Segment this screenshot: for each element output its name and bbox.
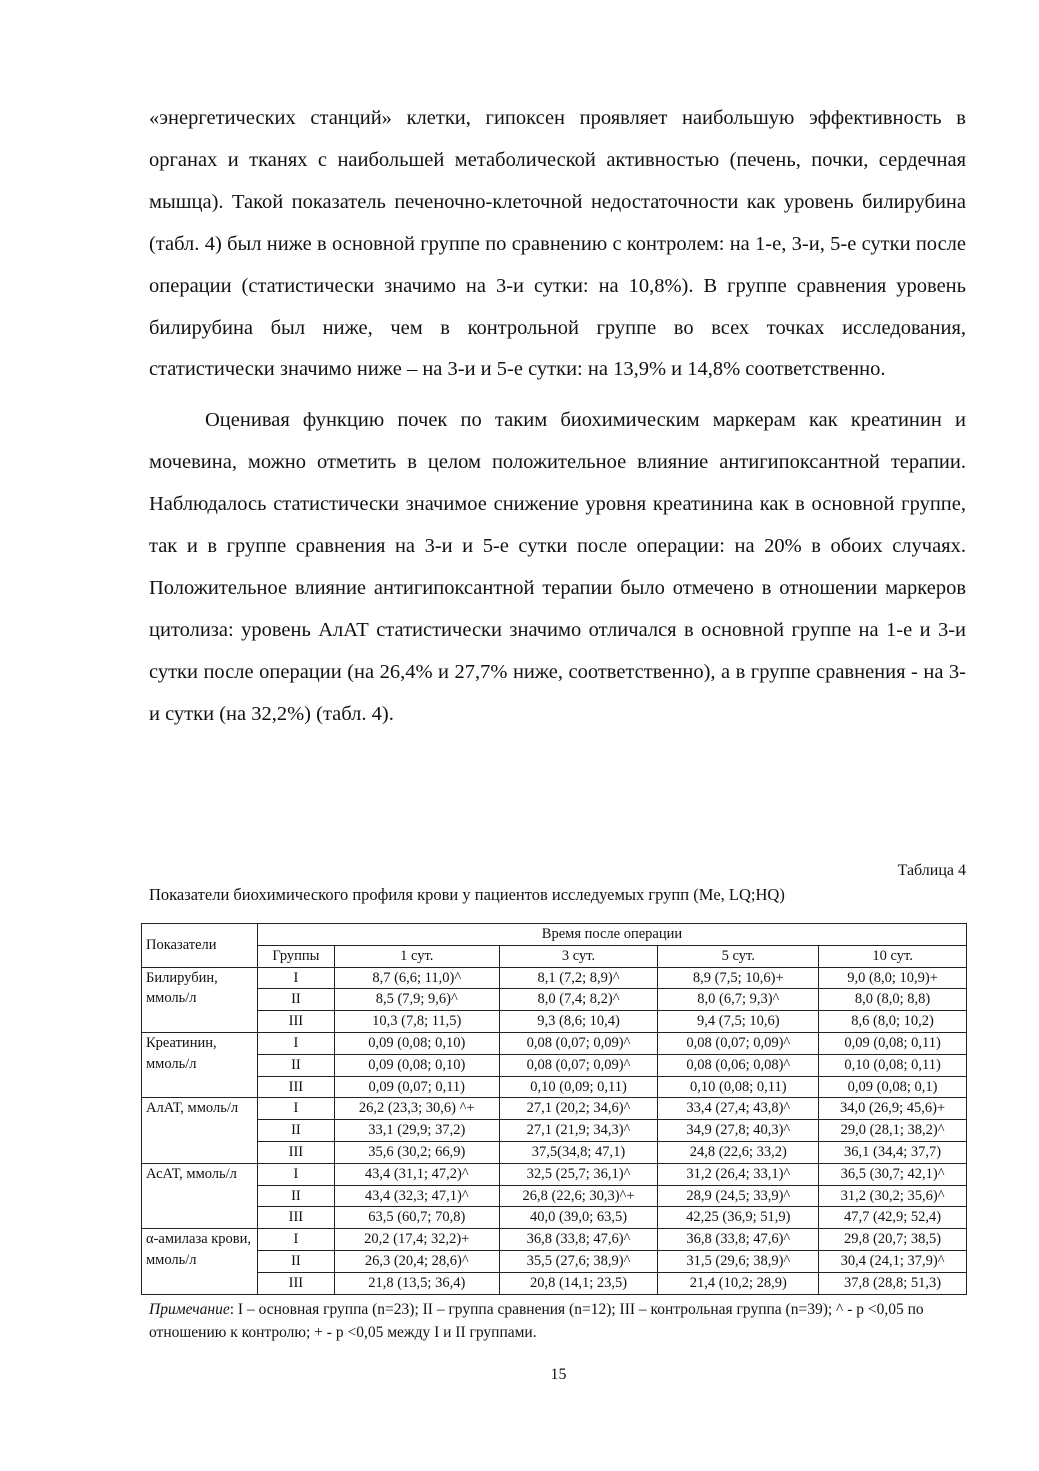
value-cell: 8,0 (7,4; 8,2)^ (499, 989, 658, 1011)
value-cell: 21,8 (13,5; 36,4) (334, 1272, 499, 1294)
value-cell: 0,10 (0,09; 0,11) (499, 1076, 658, 1098)
table-row (142, 1141, 967, 1163)
value-cell: 8,1 (7,2; 8,9)^ (499, 967, 658, 989)
group-cell: II (257, 1185, 334, 1207)
group-cell: III (257, 1141, 334, 1163)
table-row (142, 1272, 967, 1294)
value-cell: 31,2 (26,4; 33,1)^ (658, 1163, 819, 1185)
value-cell: 29,0 (28,1; 38,2)^ (819, 1120, 967, 1142)
table-row (142, 1032, 967, 1054)
value-cell: 27,1 (21,9; 34,3)^ (499, 1120, 658, 1142)
group-cell: II (257, 1250, 334, 1272)
header-time: Время после операции (257, 924, 966, 946)
value-cell: 35,6 (30,2; 66,9) (334, 1141, 499, 1163)
header-indicators: Показатели (142, 924, 258, 968)
value-cell: 8,0 (6,7; 9,3)^ (658, 989, 819, 1011)
header-day-3: 3 сут. (499, 945, 658, 967)
table-row (142, 1098, 967, 1120)
value-cell: 31,5 (29,6; 38,9)^ (658, 1250, 819, 1272)
table-row (142, 1011, 967, 1033)
biochem-table (141, 923, 967, 1295)
value-cell: 63,5 (60,7; 70,8) (334, 1207, 499, 1229)
value-cell: 40,0 (39,0; 63,5) (499, 1207, 658, 1229)
indicator-name: α-амилаза крови, ммоль/л (142, 1229, 258, 1294)
value-cell: 20,2 (17,4; 32,2)+ (334, 1229, 499, 1251)
table-row (142, 1120, 967, 1142)
paragraph-1: «энергетических станций» клетки, гипоксен проявляет наибольшую эффективность в органах и тканях с наибольшей метаболической активностью (печень, почки, сердечная мышца). Такой показатель печеночно-клеточной недостаточности как уровень билирубина (табл. 4) был ниже в основной группе по сравнению с контролем: на 1-е, 3-и, 5-е сутки после операции (статистически значимо на 3-и сутки: на 10,8%). В группе сравнения уровень билирубина был ниже, чем в контрольной группе во всех точках исследования, статистически значимо ниже – на 3-и и 5-е сутки: на 13,9% и 14,8% соответственно. (149, 107, 966, 381)
group-cell: III (257, 1011, 334, 1033)
table-header-row-2 (142, 945, 967, 967)
header-groups: Группы (257, 945, 334, 967)
value-cell: 8,7 (6,6; 11,0)^ (334, 967, 499, 989)
value-cell: 26,8 (22,6; 30,3)^+ (499, 1185, 658, 1207)
value-cell: 42,25 (36,9; 51,9) (658, 1207, 819, 1229)
value-cell: 43,4 (32,3; 47,1)^ (334, 1185, 499, 1207)
value-cell: 0,10 (0,08; 0,11) (819, 1054, 967, 1076)
value-cell: 31,2 (30,2; 35,6)^ (819, 1185, 967, 1207)
table-header-row-1 (142, 924, 967, 946)
value-cell: 8,5 (7,9; 9,6)^ (334, 989, 499, 1011)
value-cell: 0,08 (0,07; 0,09)^ (499, 1032, 658, 1054)
indicator-name: АсАТ, ммоль/л (142, 1163, 258, 1228)
group-cell: III (257, 1272, 334, 1294)
value-cell: 0,09 (0,07; 0,11) (334, 1076, 499, 1098)
table-row (142, 1163, 967, 1185)
value-cell: 21,4 (10,2; 28,9) (658, 1272, 819, 1294)
value-cell: 8,9 (7,5; 10,6)+ (658, 967, 819, 989)
header-day-10: 10 сут. (819, 945, 967, 967)
value-cell: 8,0 (8,0; 8,8) (819, 989, 967, 1011)
table-label: Таблица 4 (897, 862, 966, 879)
group-cell: I (257, 1229, 334, 1251)
indicator-name: АлАТ, ммоль/л (142, 1098, 258, 1163)
group-cell: I (257, 967, 334, 989)
value-cell: 0,09 (0,08; 0,10) (334, 1054, 499, 1076)
value-cell: 36,8 (33,8; 47,6)^ (658, 1229, 819, 1251)
table-title: Показатели биохимического профиля крови у пациентов исследуемых групп (Me, LQ;HQ) (149, 885, 785, 904)
value-cell: 34,0 (26,9; 45,6)+ (819, 1098, 967, 1120)
group-cell: II (257, 1120, 334, 1142)
value-cell: 10,3 (7,8; 11,5) (334, 1011, 499, 1033)
value-cell: 0,08 (0,07; 0,09)^ (499, 1054, 658, 1076)
value-cell: 36,5 (30,7; 42,1)^ (819, 1163, 967, 1185)
note-text: : I – основная группа (n=23); II – группа сравнения (n=12); III – контрольная группа (n=39); ^ - p <0,05 по отношению к контролю; + - p <0,05 между I и II группами. (149, 1301, 924, 1341)
value-cell: 20,8 (14,1; 23,5) (499, 1272, 658, 1294)
group-cell: I (257, 1163, 334, 1185)
value-cell: 37,8 (28,8; 51,3) (819, 1272, 967, 1294)
body-text (149, 98, 966, 736)
table-row (142, 1250, 967, 1272)
table-row (142, 1054, 967, 1076)
table-row (142, 1076, 967, 1098)
value-cell: 9,3 (8,6; 10,4) (499, 1011, 658, 1033)
value-cell: 26,3 (20,4; 28,6)^ (334, 1250, 499, 1272)
table-body (142, 967, 967, 1294)
header-day-1: 1 сут. (334, 945, 499, 967)
value-cell: 0,08 (0,06; 0,08)^ (658, 1054, 819, 1076)
value-cell: 36,1 (34,4; 37,7) (819, 1141, 967, 1163)
value-cell: 8,6 (8,0; 10,2) (819, 1011, 967, 1033)
value-cell: 9,4 (7,5; 10,6) (658, 1011, 819, 1033)
value-cell: 47,7 (42,9; 52,4) (819, 1207, 967, 1229)
value-cell: 0,09 (0,08; 0,1) (819, 1076, 967, 1098)
value-cell: 29,8 (20,7; 38,5) (819, 1229, 967, 1251)
value-cell: 34,9 (27,8; 40,3)^ (658, 1120, 819, 1142)
value-cell: 9,0 (8,0; 10,9)+ (819, 967, 967, 989)
table-row (142, 967, 967, 989)
value-cell: 37,5(34,8; 47,1) (499, 1141, 658, 1163)
value-cell: 0,09 (0,08; 0,11) (819, 1032, 967, 1054)
value-cell: 33,1 (29,9; 37,2) (334, 1120, 499, 1142)
group-cell: I (257, 1098, 334, 1120)
table-row (142, 1229, 967, 1251)
indicator-name: Билирубин, ммоль/л (142, 967, 258, 1032)
note-label: Примечание (149, 1301, 230, 1318)
table-row (142, 1207, 967, 1229)
group-cell: II (257, 1054, 334, 1076)
indicator-name: Креатинин, ммоль/л (142, 1032, 258, 1097)
value-cell: 30,4 (24,1; 37,9)^ (819, 1250, 967, 1272)
value-cell: 24,8 (22,6; 33,2) (658, 1141, 819, 1163)
value-cell: 0,08 (0,07; 0,09)^ (658, 1032, 819, 1054)
group-cell: II (257, 989, 334, 1011)
value-cell: 0,09 (0,08; 0,10) (334, 1032, 499, 1054)
page-number: 15 (550, 1366, 567, 1383)
value-cell: 27,1 (20,2; 34,6)^ (499, 1098, 658, 1120)
value-cell: 35,5 (27,6; 38,9)^ (499, 1250, 658, 1272)
header-day-5: 5 сут. (658, 945, 819, 967)
paragraph-2: Оценивая функцию почек по таким биохимическим маркерам как креатинин и мочевина, можно отметить в целом положительное влияние антигипоксантной терапии. Наблюдалось статистически значимое снижение уровня креатинина как в основной группе, так и в группе сравнения на 3-и и 5-е сутки после операции: на 20% в обоих случаях. Положительное влияние антигипоксантной терапии было отмечено в отношении маркеров цитолиза: уровень АлАТ статистически значимо отличался в основной группе на 1-е и 3-и сутки после операции (на 26,4% и 27,7% ниже, соответственно), а в группе сравнения - на 3-и сутки (на 32,2%) (табл. 4). (149, 409, 966, 725)
value-cell: 43,4 (31,1; 47,2)^ (334, 1163, 499, 1185)
value-cell: 32,5 (25,7; 36,1)^ (499, 1163, 658, 1185)
group-cell: I (257, 1032, 334, 1054)
value-cell: 0,10 (0,08; 0,11) (658, 1076, 819, 1098)
table-row (142, 989, 967, 1011)
value-cell: 28,9 (24,5; 33,9)^ (658, 1185, 819, 1207)
group-cell: III (257, 1076, 334, 1098)
value-cell: 36,8 (33,8; 47,6)^ (499, 1229, 658, 1251)
table-row (142, 1185, 967, 1207)
value-cell: 26,2 (23,3; 30,6) ^+ (334, 1098, 499, 1120)
value-cell: 33,4 (27,4; 43,8)^ (658, 1098, 819, 1120)
group-cell: III (257, 1207, 334, 1229)
table-note (149, 1298, 966, 1344)
